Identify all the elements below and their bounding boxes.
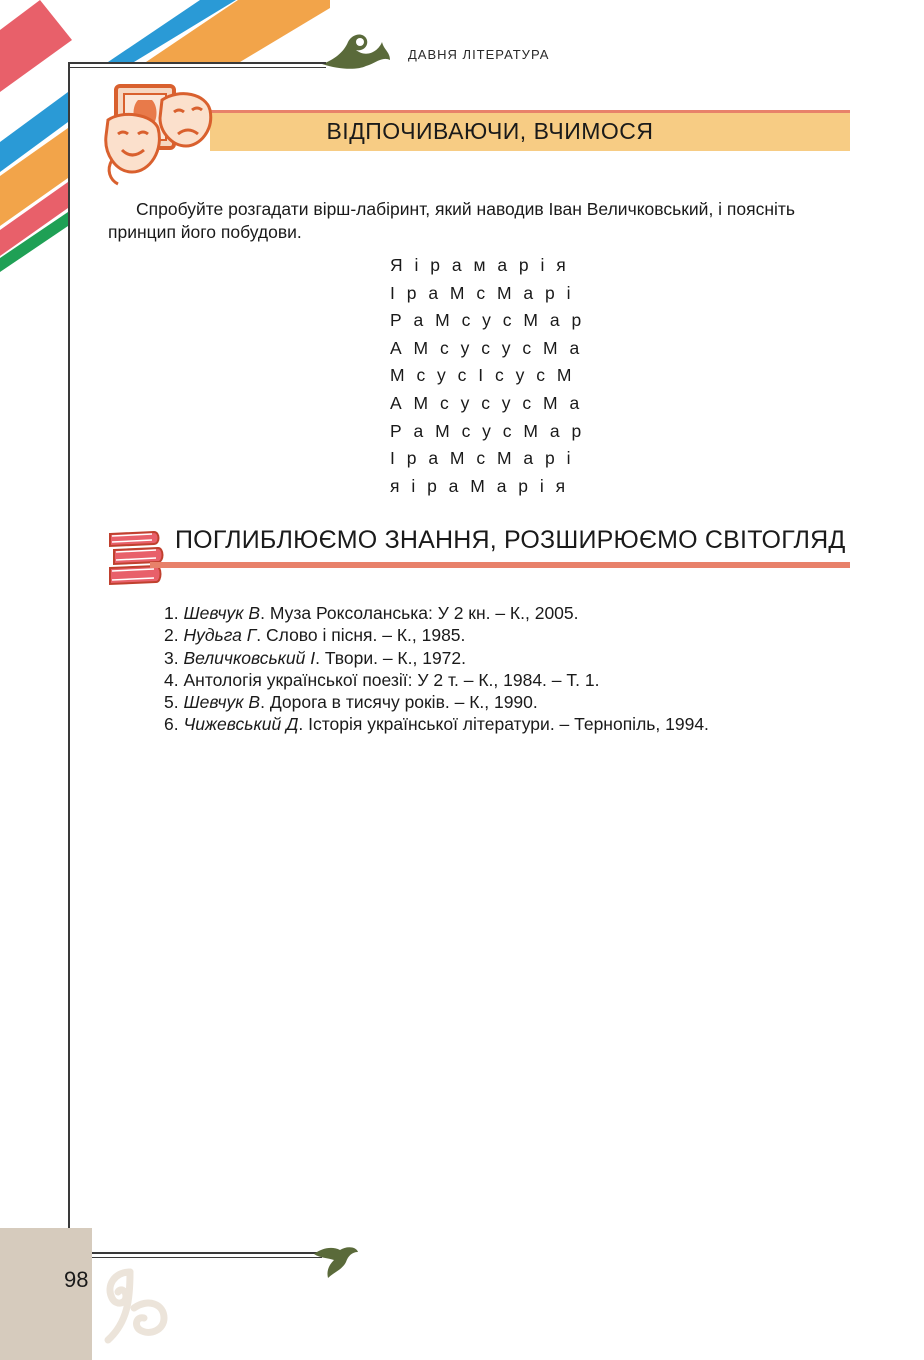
section2-accent-line bbox=[150, 562, 850, 568]
reference-author: Нудьга Г bbox=[183, 625, 257, 646]
labyrinth-row: я і р а М а р і я bbox=[390, 475, 569, 496]
reference-number: 4. bbox=[164, 669, 179, 690]
reference-item bbox=[164, 647, 709, 669]
frame-bottom-border-inner bbox=[68, 1257, 322, 1258]
reference-item bbox=[164, 669, 709, 691]
section1-title: ВІДПОЧИВАЮЧИ, ВЧИМОСЯ bbox=[326, 118, 654, 144]
reference-number: 1. bbox=[164, 603, 179, 623]
verse-labyrinth bbox=[390, 252, 585, 500]
reference-item bbox=[164, 713, 709, 735]
frame-top-border bbox=[68, 62, 326, 64]
reference-number: 3. bbox=[164, 647, 179, 668]
books-stack-icon bbox=[106, 526, 166, 588]
labyrinth-row: Я і р а м а р і я bbox=[390, 255, 570, 275]
reference-author: Шевчук В bbox=[183, 603, 261, 623]
references-list bbox=[164, 602, 709, 736]
reference-text: . Муза Роксоланська: У 2 кн. – К., 2005. bbox=[260, 603, 579, 623]
reference-item bbox=[164, 602, 709, 624]
running-header: ДАВНЯ ЛІТЕРАТУРА bbox=[408, 47, 550, 62]
frame-left-border bbox=[68, 62, 70, 1258]
page-corner-tab bbox=[0, 1228, 92, 1360]
reference-item bbox=[164, 691, 709, 713]
theatre-masks-icon bbox=[102, 80, 220, 186]
labyrinth-row: І р а М с М а р і bbox=[390, 448, 574, 469]
section2-title: ПОГЛИБЛЮЄМО ЗНАННЯ, РОЗШИРЮЄМО СВІТОГЛЯД bbox=[175, 526, 846, 554]
reference-text: . Історія української літератури. – Тернопіль, 1994. bbox=[298, 714, 709, 735]
labyrinth-row: А М с у с у с М а bbox=[390, 337, 583, 358]
labyrinth-row: М с у с І с у с М bbox=[390, 365, 575, 386]
labyrinth-row: А М с у с у с М а bbox=[390, 392, 583, 413]
labyrinth-row: Р а М с у с М а р bbox=[390, 420, 585, 441]
page-number: 98 bbox=[64, 1267, 89, 1292]
reference-author: Шевчук В bbox=[183, 692, 261, 713]
bottom-flourish-ornament bbox=[312, 1244, 360, 1282]
intro-text: Спробуйте розгадати вірш-лабіринт, який наводив Іван Величковський, і поясніть принцип його побудови. bbox=[108, 199, 796, 242]
reference-author: Величковський І bbox=[183, 647, 316, 668]
reference-number: 5. bbox=[164, 692, 179, 713]
reference-author: Чижевський Д bbox=[183, 714, 299, 735]
reference-item bbox=[164, 624, 709, 646]
frame-bottom-border bbox=[68, 1252, 322, 1254]
labyrinth-row: І р а М с М а р і bbox=[390, 282, 574, 303]
reference-text: . Твори. – К., 1972. bbox=[315, 647, 467, 668]
labyrinth-row: Р а М с у с М а р bbox=[390, 310, 585, 331]
reference-number: 2. bbox=[164, 625, 179, 646]
reference-text: . Слово і пісня. – К., 1985. bbox=[256, 625, 466, 646]
intro-paragraph bbox=[108, 198, 858, 244]
reference-text: Антологія української поезії: У 2 т. – К., 1984. – Т. 1. bbox=[183, 669, 600, 690]
reference-text: . Дорога в тисячу років. – К., 1990. bbox=[260, 692, 538, 713]
frame-top-border-inner bbox=[68, 67, 326, 68]
reference-number: 6. bbox=[164, 714, 179, 735]
decorative-scroll-ornament bbox=[100, 1268, 170, 1344]
top-flourish-ornament bbox=[320, 30, 392, 74]
